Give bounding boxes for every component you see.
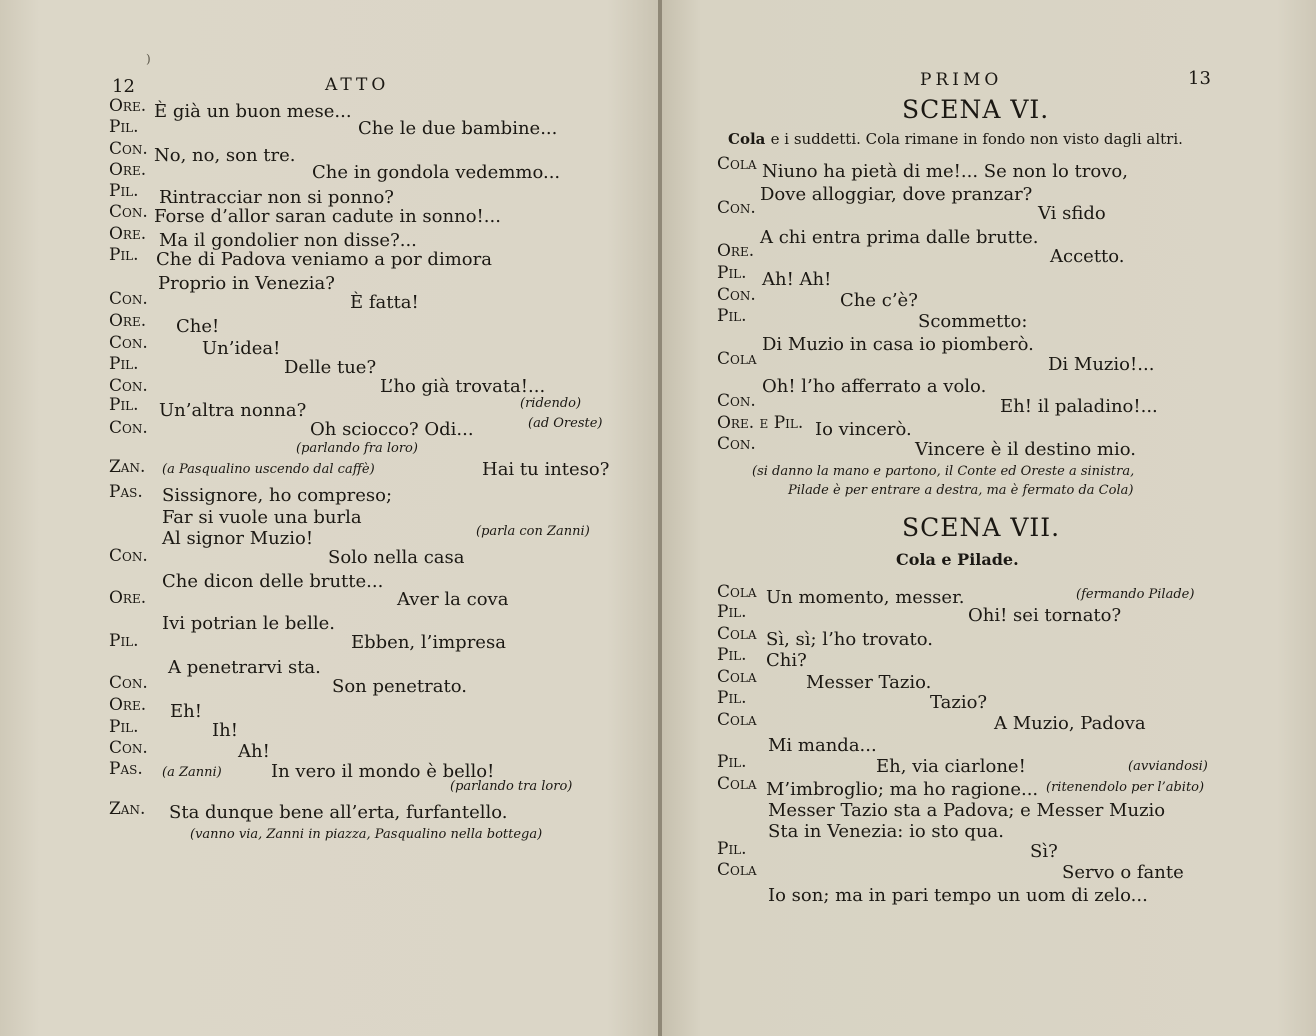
dialogue-line: Servo o fante [1062,862,1184,883]
dialogue-line: Ohi! sei tornato? [968,605,1122,626]
speaker-label: Cola [717,154,757,174]
speaker-label: Ore. e Pil. [717,413,804,433]
dialogue-line: Di Muzio!... [1048,354,1155,375]
scene-cast-text: e i suddetti. Cola rimane in fondo non visto dagli altri. [770,130,1183,148]
speaker-label: Pil. [717,688,747,708]
speaker-label: Con. [109,139,148,159]
speaker-label: Ore. [109,588,147,608]
speaker-label: Pas. [109,759,143,779]
right-page [662,0,1316,1036]
dialogue-line: Mi manda... [768,735,877,756]
dialogue-line: Niuno ha pietà di me!... Se non lo trovo, [762,161,1128,182]
dialogue-line: Dove alloggiar, dove pranzar? [760,184,1033,205]
speaker-label: Con. [717,391,756,411]
speaker-label: Pil. [109,354,139,374]
scene-cast-vi [728,132,1183,147]
stage-direction: (ad Oreste) [528,416,603,431]
speaker-label: Cola [717,710,757,730]
dialogue-line: Scommetto: [918,311,1028,332]
speaker-label: Con. [109,673,148,693]
dialogue-line: Hai tu inteso? [482,459,610,480]
dialogue-line: Eh! il paladino!... [1000,396,1158,417]
speaker-label: Con. [109,546,148,566]
dialogue-line: Un momento, messer. [766,587,965,608]
stage-direction: (ritenendolo per l’abito) [1046,780,1205,795]
speaker-label: Con. [109,376,148,396]
dialogue-line: Di Muzio in casa io piomberò. [762,334,1034,355]
speaker-label: Ore. [717,241,755,261]
dialogue-line: Vi sfido [1038,203,1106,224]
dialogue-line: È già un buon mese... [154,101,352,122]
speaker-label: Con. [109,738,148,758]
dialogue-line: Tazio? [930,692,988,713]
speaker-label: Ore. [109,160,147,180]
dialogue-line: Che di Padova veniamo a por dimora [156,249,492,270]
stage-direction: (fermando Pilade) [1076,587,1195,602]
stage-direction: (ridendo) [520,396,582,411]
dialogue-line: Oh sciocco? Odi... [310,419,474,440]
dialogue-line: Oh! l’ho afferrato a volo. [762,376,987,397]
speaker-label: Pil. [717,306,747,326]
speaker-label: Con. [109,202,148,222]
speaker-label: Con. [717,198,756,218]
dialogue-line: Proprio in Venezia? [158,273,335,294]
dialogue-line: Un’altra nonna? [159,400,307,421]
dialogue-line: L’ho già trovata!... [380,376,546,397]
speaker-label: Pil. [109,395,139,415]
dialogue-line: Sta in Venezia: io sto qua. [768,821,1005,842]
scene-heading-vii: SCENA VII. [902,513,1061,542]
dialogue-line: Ah! Ah! [762,269,832,290]
speaker-label: Pil. [717,839,747,859]
dialogue-line: Far si vuole una burla [162,507,362,528]
stage-direction: (a Zanni) [162,765,222,780]
dialogue-line: A Muzio, Padova [994,713,1146,734]
speaker-label: Ore. [109,224,147,244]
speaker-label: Pil. [109,717,139,737]
dialogue-line: Ebben, l’impresa [351,632,506,653]
dialogue-line: Che le due bambine... [358,118,558,139]
cast-name-cola: Cola [728,130,766,148]
dialogue-line: Chi? [766,650,807,671]
dialogue-line: Al signor Muzio! [162,528,314,549]
speaker-label: Con. [109,289,148,309]
dialogue-line: Che dicon delle brutte... [162,571,384,592]
stage-direction: (parlando fra loro) [296,441,418,456]
dialogue-line: Io son; ma in pari tempo un uom di zelo... [768,885,1148,906]
speaker-label: Con. [717,434,756,454]
speaker-label: Cola [717,624,757,644]
dialogue-line: Rintracciar non si ponno? [159,187,394,208]
speaker-label: Pil. [109,631,139,651]
dialogue-line: Solo nella casa [328,547,465,568]
running-head-left: ATTO [325,75,390,95]
page-number-left: 12 [112,76,135,97]
speaker-label: Con. [717,285,756,305]
scene-cast-vii: Cola e Pilade. [896,550,1019,569]
speaker-label: Pil. [717,263,747,283]
speaker-label: Pil. [717,602,747,622]
dialogue-line: Sì, sì; l’ho trovato. [766,629,933,650]
speaker-label: Con. [109,333,148,353]
dialogue-line: Ma il gondolier non disse?... [159,230,417,251]
dialogue-line: Ah! [238,741,270,762]
dialogue-line: È fatta! [350,292,419,313]
speaker-label: Zan. [109,799,146,819]
speaker-label: Cola [717,349,757,369]
dialogue-line: Un’idea! [202,338,281,359]
speaker-label: Pil. [717,752,747,772]
stage-direction: (si danno la mano e partono, il Conte ed Oreste a sinistra, [752,464,1135,479]
dialogue-line: Sta dunque bene all’erta, furfantello. [169,802,508,823]
running-head-right: PRIMO [920,70,1003,90]
dialogue-line: A penetrarvi sta. [168,657,321,678]
stage-direction: (parlando tra loro) [450,779,573,794]
dialogue-line: Accetto. [1050,246,1125,267]
speaker-label: Pil. [717,645,747,665]
dialogue-line: In vero il mondo è bello! [271,761,495,782]
dialogue-line: Son penetrato. [332,676,467,697]
speaker-label: Ore. [109,695,147,715]
stage-direction: (parla con Zanni) [476,524,590,539]
speaker-label: Cola [717,774,757,794]
speaker-label: Pil. [109,181,139,201]
dialogue-line: Forse d’allor saran cadute in sonno!... [154,206,501,227]
speaker-label: Cola [717,860,757,880]
dialogue-line: Aver la cova [397,589,509,610]
speaker-label: Cola [717,582,757,602]
dialogue-line: Ivi potrian le belle. [162,613,335,634]
dialogue-line: Messer Tazio sta a Padova; e Messer Muzio [768,800,1166,821]
stage-direction: (a Pasqualino uscendo dal caffè) [162,462,375,477]
dialogue-line: Che c’è? [840,290,918,311]
dialogue-line: Vincere è il destino mio. [915,439,1136,460]
dialogue-line: M’imbroglio; ma ho ragione... [766,779,1039,800]
stage-direction: (avviandosi) [1128,759,1208,774]
dialogue-line: Delle tue? [284,357,377,378]
speaker-label: Con. [109,418,148,438]
dialogue-line: Messer Tazio. [806,672,932,693]
scene-heading-vi: SCENA VI. [902,95,1050,124]
speaker-label: Pas. [109,482,143,502]
speaker-label: Ore. [109,96,147,116]
dialogue-line: No, no, son tre. [154,145,296,166]
dialogue-line: Eh! [170,701,202,722]
speaker-label: Pil. [109,245,139,265]
dialogue-line: Che! [176,316,220,337]
dialogue-line: Ih! [212,720,238,741]
dialogue-line: Che in gondola vedemmo... [312,162,561,183]
dialogue-line: Sissignore, ho compreso; [162,485,393,506]
dialogue-line: Io vincerò. [815,419,912,440]
dialogue-line: A chi entra prima dalle brutte. [760,227,1039,248]
stage-direction: (vanno via, Zanni in piazza, Pasqualino nella bottega) [190,827,543,842]
speaker-label: Cola [717,667,757,687]
pencil-mark: ) [146,52,151,66]
speaker-label: Pil. [109,117,139,137]
dialogue-line: Eh, via ciarlone! [876,756,1026,777]
dialogue-line: Sì? [1030,841,1058,862]
speaker-label: Zan. [109,457,146,477]
stage-direction: Pilade è per entrare a destra, ma è fermato da Cola) [788,483,1134,498]
speaker-label: Ore. [109,311,147,331]
page-number-right: 13 [1188,68,1211,89]
